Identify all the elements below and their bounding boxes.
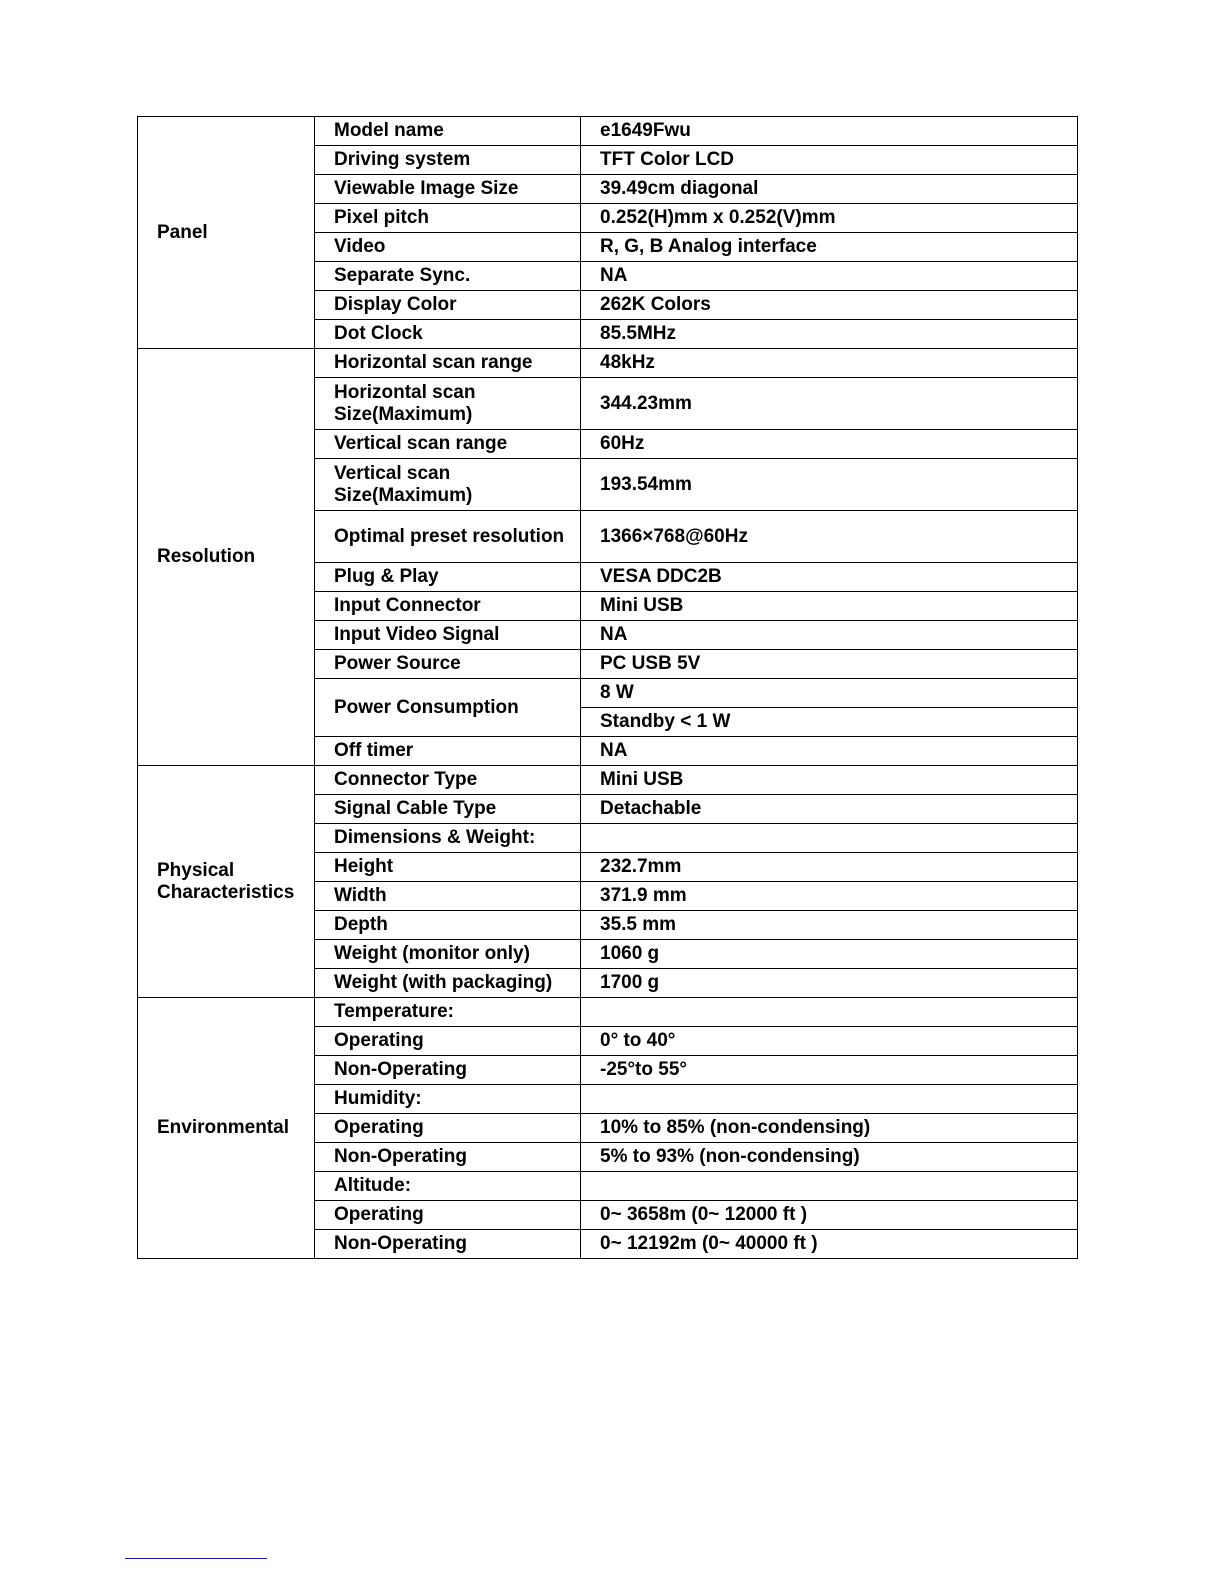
spec-label: Weight (monitor only) (315, 940, 581, 969)
spec-label: Depth (315, 911, 581, 940)
spec-value (581, 824, 1078, 853)
spec-label: Horizontal scan Size(Maximum) (315, 378, 581, 430)
spec-value: e1649Fwu (581, 117, 1078, 146)
spec-value: 0~ 12192m (0~ 40000 ft ) (581, 1230, 1078, 1259)
spec-value: 1366×768@60Hz (581, 511, 1078, 563)
spec-label: Weight (with packaging) (315, 969, 581, 998)
spec-value: R, G, B Analog interface (581, 233, 1078, 262)
spec-label: Height (315, 853, 581, 882)
spec-label: Non-Operating (315, 1230, 581, 1259)
spec-value: NA (581, 262, 1078, 291)
section-title: Panel (138, 117, 315, 349)
spec-label: Connector Type (315, 766, 581, 795)
spec-label: Model name (315, 117, 581, 146)
spec-value (581, 1172, 1078, 1201)
spec-value: Mini USB (581, 592, 1078, 621)
spec-label: Temperature: (315, 998, 581, 1027)
spec-label: Input Video Signal (315, 621, 581, 650)
spec-value: 8 W (581, 679, 1078, 708)
spec-value: 371.9 mm (581, 882, 1078, 911)
spec-value: 0° to 40° (581, 1027, 1078, 1056)
spec-label: Operating (315, 1201, 581, 1230)
footnote-separator (125, 1558, 267, 1559)
spec-label: Vertical scan Size(Maximum) (315, 459, 581, 511)
spec-label: Vertical scan range (315, 430, 581, 459)
spec-value: 193.54mm (581, 459, 1078, 511)
spec-value: Standby < 1 W (581, 708, 1078, 737)
spec-value: 344.23mm (581, 378, 1078, 430)
spec-label: Display Color (315, 291, 581, 320)
spec-label: Power Consumption (315, 679, 581, 737)
section-title: Physical Characteristics (138, 766, 315, 998)
spec-label: Operating (315, 1027, 581, 1056)
spec-label: Horizontal scan range (315, 349, 581, 378)
spec-value: Detachable (581, 795, 1078, 824)
spec-value: Mini USB (581, 766, 1078, 795)
spec-value: TFT Color LCD (581, 146, 1078, 175)
spec-label: Width (315, 882, 581, 911)
spec-table-body (138, 117, 1078, 1259)
spec-value: NA (581, 737, 1078, 766)
spec-table (137, 116, 1078, 1259)
spec-label: Operating (315, 1114, 581, 1143)
spec-value: -25°to 55° (581, 1056, 1078, 1085)
spec-value: 1700 g (581, 969, 1078, 998)
spec-value (581, 998, 1078, 1027)
spec-label: Video (315, 233, 581, 262)
spec-value: 5% to 93% (non-condensing) (581, 1143, 1078, 1172)
spec-label: Plug & Play (315, 563, 581, 592)
spec-value: 39.49cm diagonal (581, 175, 1078, 204)
spec-label: Off timer (315, 737, 581, 766)
spec-label: Viewable Image Size (315, 175, 581, 204)
spec-row (138, 766, 1078, 795)
spec-label: Power Source (315, 650, 581, 679)
section-title: Environmental (138, 998, 315, 1259)
spec-value: 0.252(H)mm x 0.252(V)mm (581, 204, 1078, 233)
spec-value: 60Hz (581, 430, 1078, 459)
spec-label: Optimal preset resolution (315, 511, 581, 563)
spec-label: Signal Cable Type (315, 795, 581, 824)
spec-row (138, 998, 1078, 1027)
section-title: Resolution (138, 349, 315, 766)
spec-label: Pixel pitch (315, 204, 581, 233)
spec-value: 262K Colors (581, 291, 1078, 320)
spec-row (138, 349, 1078, 378)
spec-value: NA (581, 621, 1078, 650)
spec-value: 0~ 3658m (0~ 12000 ft ) (581, 1201, 1078, 1230)
spec-row (138, 117, 1078, 146)
spec-value: PC USB 5V (581, 650, 1078, 679)
spec-value: 85.5MHz (581, 320, 1078, 349)
spec-label: Input Connector (315, 592, 581, 621)
spec-label: Humidity: (315, 1085, 581, 1114)
spec-value: 35.5 mm (581, 911, 1078, 940)
spec-value: VESA DDC2B (581, 563, 1078, 592)
spec-label: Separate Sync. (315, 262, 581, 291)
spec-label: Non-Operating (315, 1143, 581, 1172)
spec-value: 1060 g (581, 940, 1078, 969)
spec-label: Non-Operating (315, 1056, 581, 1085)
spec-label: Altitude: (315, 1172, 581, 1201)
spec-value: 10% to 85% (non-condensing) (581, 1114, 1078, 1143)
spec-label: Dimensions & Weight: (315, 824, 581, 853)
spec-label: Driving system (315, 146, 581, 175)
spec-value (581, 1085, 1078, 1114)
spec-value: 48kHz (581, 349, 1078, 378)
spec-value: 232.7mm (581, 853, 1078, 882)
spec-label: Dot Clock (315, 320, 581, 349)
